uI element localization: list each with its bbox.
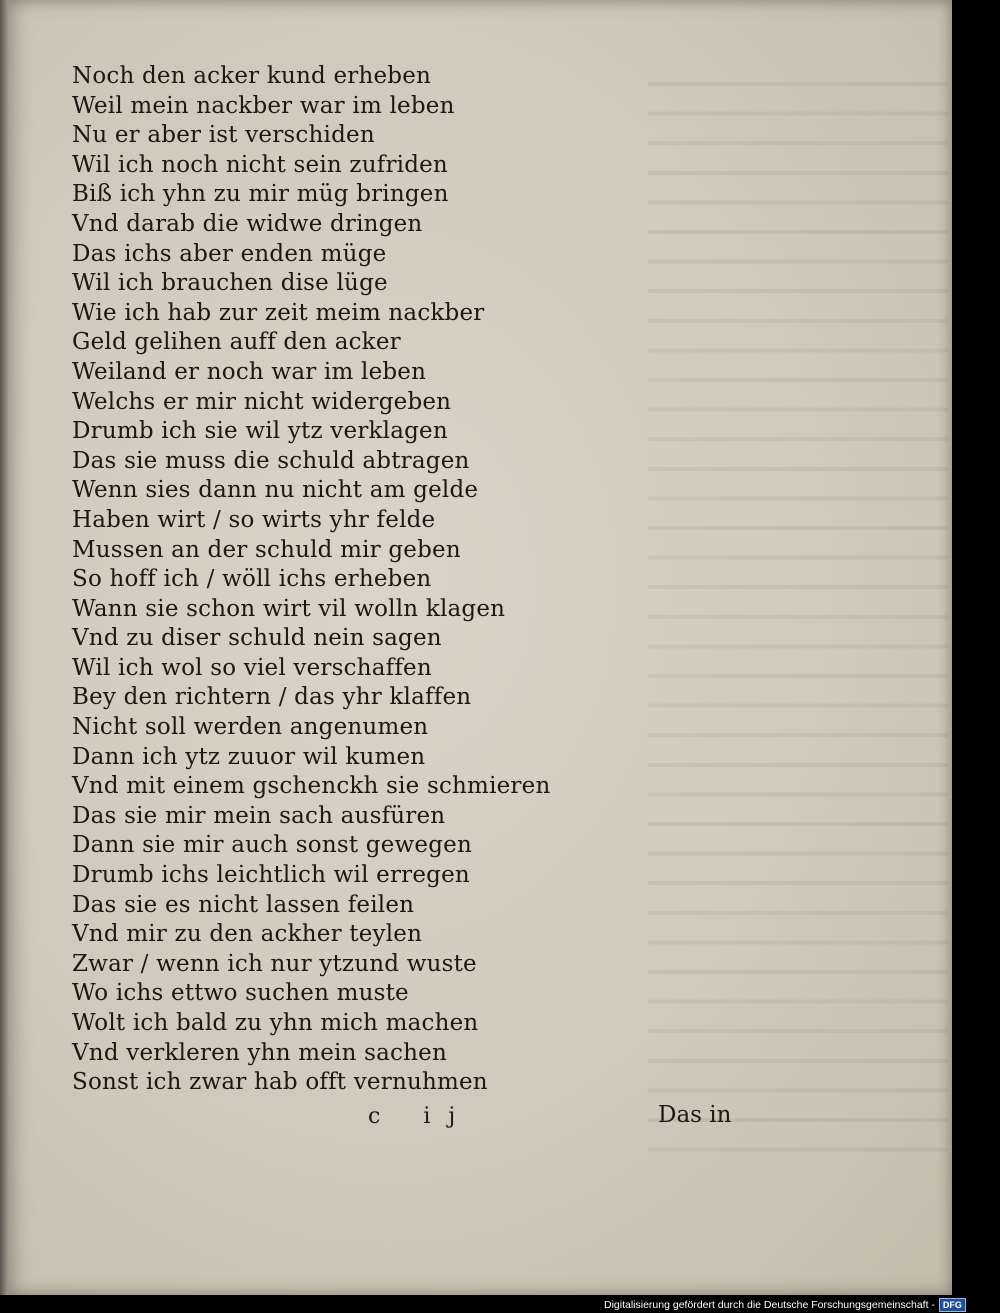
verse-line: Vnd darab die widwe dringen [72, 210, 423, 237]
verse-line: Sonst ich zwar hab offt vernuhmen [72, 1069, 488, 1096]
verse-line: Wil ich brauchen dise lüge [72, 270, 388, 297]
verse-line: Das sie es nicht lassen feilen [72, 891, 415, 918]
verse-line: Wil ich wol so viel verschaffen [72, 654, 432, 681]
verse-line: Welchs er mir nicht widergeben [72, 388, 452, 415]
verse-line: So hoff ich / wöll ichs erheben [72, 566, 432, 593]
verse-line: Mussen an der schuld mir geben [72, 536, 461, 563]
verse-line: Vnd mit einem gschenckh sie schmieren [72, 773, 551, 800]
verse-line: Wil ich noch nicht sein zufriden [72, 151, 448, 178]
verse-line: Biß ich yhn zu mir müg bringen [72, 181, 449, 208]
book-spine-edge [0, 0, 8, 1295]
verse-line: Das ichs aber enden müge [72, 240, 387, 267]
verse-line: Das sie muss die schuld abtragen [72, 447, 470, 474]
verse-line: Noch den acker kund erheben [72, 63, 432, 89]
verse-line: Bey den richtern / das yhr klaffen [72, 684, 472, 711]
verse-line: Vnd mir zu den ackher teylen [72, 921, 423, 948]
verse-line: Weiland er noch war im leben [72, 358, 427, 385]
verse-line: Geld gelihen auff den acker [72, 329, 401, 356]
footer-credit [604, 1297, 966, 1313]
show-through-text [648, 60, 948, 1160]
verse-line: Wo ichs ettwo suchen muste [72, 980, 409, 1007]
verse-line: Weil mein nackber war im leben [72, 92, 455, 119]
verse-line: Zwar / wenn ich nur ytzund wuste [72, 950, 477, 977]
verse-line: Drumb ichs leichtlich wil erregen [72, 862, 470, 889]
catchword: Das in [658, 1102, 732, 1128]
scanned-page [8, 0, 952, 1295]
verse-line: Vnd zu diser schuld nein sagen [72, 625, 442, 652]
verse-line: Wann sie schon wirt vil wolln klagen [72, 595, 506, 622]
verse-line: Nu er aber ist verschiden [72, 122, 375, 149]
verse-line: Dann ich ytz zuuor wil kumen [72, 743, 426, 770]
verse-line: Das sie mir mein sach ausfüren [72, 802, 446, 829]
verse-line: Dann sie mir auch sonst gewegen [72, 832, 472, 859]
verse-line: Wolt ich bald zu yhn mich machen [72, 1010, 479, 1036]
verse-line: Wie ich hab zur zeit meim nackber [72, 299, 485, 326]
verse-line: Nicht soll werden angenumen [72, 714, 429, 741]
verse-line: Drumb ich sie wil ytz verklagen [72, 418, 448, 445]
signature-mark: c ij [368, 1104, 474, 1129]
verse-line: Wenn sies dann nu nicht am gelde [72, 477, 479, 504]
footer-credit-text: Digitalisierung gefördert durch die Deutsche Forschungsgemeinschaft - [604, 1299, 935, 1311]
verse-line: Haben wirt / so wirts yhr felde [72, 506, 436, 533]
verse-text-block [72, 62, 632, 1098]
dfg-logo: DFG [939, 1298, 966, 1312]
verse-line: Vnd verkleren yhn mein sachen [72, 1039, 447, 1066]
